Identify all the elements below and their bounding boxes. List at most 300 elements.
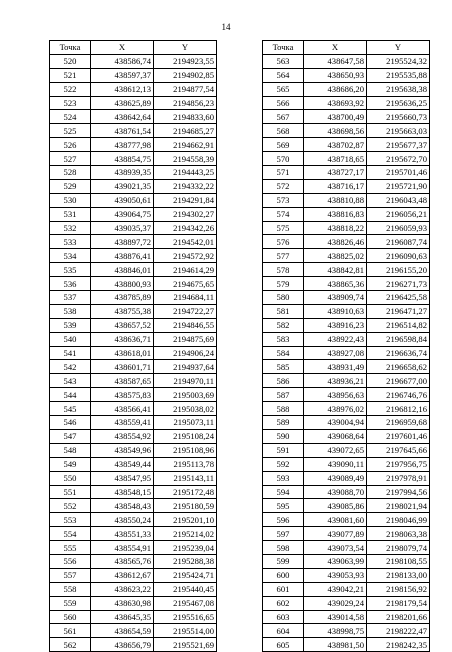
cell-x: 438818,22 xyxy=(304,221,367,235)
cell-point: 526 xyxy=(50,138,91,152)
cell-y: 2194923,55 xyxy=(154,54,217,68)
cell-y: 2197645,66 xyxy=(367,443,430,457)
cell-y: 2194675,65 xyxy=(154,277,217,291)
cell-point: 594 xyxy=(263,485,304,499)
cell-y: 2194542,01 xyxy=(154,235,217,249)
cell-x: 439021,35 xyxy=(91,179,154,193)
cell-y: 2195672,70 xyxy=(367,152,430,166)
table-row xyxy=(50,179,217,193)
cell-y: 2198222,47 xyxy=(367,624,430,638)
table-row xyxy=(50,429,217,443)
table-row xyxy=(263,110,430,124)
cell-y: 2196087,74 xyxy=(367,235,430,249)
table-row xyxy=(263,277,430,291)
cell-y: 2198108,55 xyxy=(367,554,430,568)
table-row xyxy=(50,221,217,235)
cell-x: 438686,20 xyxy=(304,82,367,96)
table-row xyxy=(263,235,430,249)
cell-y: 2194875,69 xyxy=(154,332,217,346)
table-row xyxy=(263,82,430,96)
table-row xyxy=(263,124,430,138)
table-row xyxy=(263,318,430,332)
cell-point: 601 xyxy=(263,582,304,596)
table-row xyxy=(263,388,430,402)
cell-y: 2198021,94 xyxy=(367,499,430,513)
cell-point: 541 xyxy=(50,346,91,360)
cell-y: 2194614,29 xyxy=(154,263,217,277)
cell-y: 2195514,00 xyxy=(154,624,217,638)
table-row xyxy=(50,374,217,388)
table-row xyxy=(263,304,430,318)
cell-x: 438842,81 xyxy=(304,263,367,277)
cell-y: 2198046,99 xyxy=(367,513,430,527)
cell-y: 2195003,69 xyxy=(154,388,217,402)
cell-y: 2197978,91 xyxy=(367,471,430,485)
table-row xyxy=(263,207,430,221)
cell-x: 438826,46 xyxy=(304,235,367,249)
cell-point: 600 xyxy=(263,568,304,582)
table-row xyxy=(50,235,217,249)
cell-point: 602 xyxy=(263,596,304,610)
cell-point: 542 xyxy=(50,360,91,374)
cell-x: 439081,60 xyxy=(304,513,367,527)
cell-point: 520 xyxy=(50,54,91,68)
table-row xyxy=(263,485,430,499)
table-row xyxy=(263,402,430,416)
table-header-row xyxy=(50,41,217,55)
cell-x: 438897,72 xyxy=(91,235,154,249)
cell-point: 596 xyxy=(263,513,304,527)
table-row xyxy=(50,277,217,291)
cell-y: 2196746,76 xyxy=(367,388,430,402)
cell-y: 2194684,11 xyxy=(154,291,217,305)
cell-x: 438939,35 xyxy=(91,166,154,180)
cell-x: 438565,76 xyxy=(91,554,154,568)
cell-x: 439089,49 xyxy=(304,471,367,485)
cell-point: 581 xyxy=(263,304,304,318)
cell-y: 2196514,82 xyxy=(367,318,430,332)
cell-x: 438956,63 xyxy=(304,388,367,402)
cell-point: 524 xyxy=(50,110,91,124)
cell-x: 438642,64 xyxy=(91,110,154,124)
cell-y: 2196959,68 xyxy=(367,416,430,430)
cell-point: 527 xyxy=(50,152,91,166)
cell-point: 551 xyxy=(50,485,91,499)
cell-x: 438810,88 xyxy=(304,193,367,207)
cell-y: 2195636,25 xyxy=(367,96,430,110)
cell-point: 590 xyxy=(263,429,304,443)
cell-x: 439088,70 xyxy=(304,485,367,499)
table-row xyxy=(263,221,430,235)
cell-x: 438702,87 xyxy=(304,138,367,152)
cell-point: 558 xyxy=(50,582,91,596)
cell-x: 439029,24 xyxy=(304,596,367,610)
cell-x: 438916,23 xyxy=(304,318,367,332)
cell-x: 438785,89 xyxy=(91,291,154,305)
cell-point: 597 xyxy=(263,527,304,541)
cell-x: 438656,79 xyxy=(91,638,154,652)
table-row xyxy=(50,304,217,318)
cell-point: 592 xyxy=(263,457,304,471)
cell-point: 588 xyxy=(263,402,304,416)
cell-x: 438650,93 xyxy=(304,68,367,82)
table-row xyxy=(263,471,430,485)
cell-point: 598 xyxy=(263,541,304,555)
cell-x: 438825,02 xyxy=(304,249,367,263)
cell-y: 2196043,48 xyxy=(367,193,430,207)
header-x: X xyxy=(91,41,154,55)
cell-x: 439090,11 xyxy=(304,457,367,471)
table-row xyxy=(263,54,430,68)
cell-x: 438800,93 xyxy=(91,277,154,291)
cell-x: 438927,08 xyxy=(304,346,367,360)
cell-point: 545 xyxy=(50,402,91,416)
cell-point: 585 xyxy=(263,360,304,374)
cell-x: 438623,22 xyxy=(91,582,154,596)
cell-point: 572 xyxy=(263,179,304,193)
table-row xyxy=(263,541,430,555)
cell-y: 2196658,62 xyxy=(367,360,430,374)
cell-point: 548 xyxy=(50,443,91,457)
table-row xyxy=(50,513,217,527)
table-row xyxy=(263,624,430,638)
cell-y: 2194302,27 xyxy=(154,207,217,221)
cell-y: 2194902,85 xyxy=(154,68,217,82)
table-row xyxy=(263,374,430,388)
table-row xyxy=(50,82,217,96)
cell-point: 539 xyxy=(50,318,91,332)
cell-x: 438636,71 xyxy=(91,332,154,346)
cell-x: 438981,50 xyxy=(304,638,367,652)
table-row xyxy=(50,346,217,360)
cell-y: 2196155,20 xyxy=(367,263,430,277)
page-number: 14 xyxy=(221,22,231,32)
cell-x: 438587,65 xyxy=(91,374,154,388)
table-row xyxy=(50,291,217,305)
table-row xyxy=(50,318,217,332)
cell-y: 2194856,23 xyxy=(154,96,217,110)
table-row xyxy=(50,582,217,596)
cell-y: 2195721,90 xyxy=(367,179,430,193)
table-row xyxy=(50,624,217,638)
cell-point: 556 xyxy=(50,554,91,568)
coordinates-table-right xyxy=(262,40,430,652)
cell-x: 438700,49 xyxy=(304,110,367,124)
cell-y: 2195180,59 xyxy=(154,499,217,513)
cell-point: 573 xyxy=(263,193,304,207)
table-row xyxy=(263,346,430,360)
cell-point: 568 xyxy=(263,124,304,138)
cell-y: 2195424,71 xyxy=(154,568,217,582)
cell-point: 559 xyxy=(50,596,91,610)
cell-y: 2194291,84 xyxy=(154,193,217,207)
cell-x: 439068,64 xyxy=(304,429,367,443)
cell-y: 2194970,11 xyxy=(154,374,217,388)
cell-point: 584 xyxy=(263,346,304,360)
table-row xyxy=(50,96,217,110)
table-row xyxy=(50,402,217,416)
cell-x: 438645,35 xyxy=(91,610,154,624)
cell-point: 578 xyxy=(263,263,304,277)
cell-point: 605 xyxy=(263,638,304,652)
cell-point: 553 xyxy=(50,513,91,527)
cell-point: 570 xyxy=(263,152,304,166)
cell-x: 438548,43 xyxy=(91,499,154,513)
table-row xyxy=(263,582,430,596)
table-row xyxy=(50,416,217,430)
cell-x: 438586,74 xyxy=(91,54,154,68)
cell-y: 2194722,27 xyxy=(154,304,217,318)
cell-point: 544 xyxy=(50,388,91,402)
cell-y: 2195143,11 xyxy=(154,471,217,485)
table-row xyxy=(263,596,430,610)
cell-y: 2194662,91 xyxy=(154,138,217,152)
header-point: Точка xyxy=(50,41,91,55)
table-row xyxy=(263,263,430,277)
cell-y: 2195535,88 xyxy=(367,68,430,82)
cell-y: 2195038,02 xyxy=(154,402,217,416)
cell-y: 2194685,27 xyxy=(154,124,217,138)
cell-y: 2194332,22 xyxy=(154,179,217,193)
cell-x: 439035,37 xyxy=(91,221,154,235)
cell-point: 543 xyxy=(50,374,91,388)
cell-y: 2195201,10 xyxy=(154,513,217,527)
cell-point: 599 xyxy=(263,554,304,568)
cell-y: 2197956,75 xyxy=(367,457,430,471)
table-row xyxy=(50,54,217,68)
table-row xyxy=(50,541,217,555)
cell-y: 2196598,84 xyxy=(367,332,430,346)
cell-point: 536 xyxy=(50,277,91,291)
cell-point: 547 xyxy=(50,429,91,443)
cell-y: 2197601,46 xyxy=(367,429,430,443)
table-row xyxy=(263,610,430,624)
header-y: Y xyxy=(367,41,430,55)
cell-point: 575 xyxy=(263,221,304,235)
cell-point: 593 xyxy=(263,471,304,485)
cell-point: 591 xyxy=(263,443,304,457)
cell-y: 2194443,25 xyxy=(154,166,217,180)
cell-x: 438549,44 xyxy=(91,457,154,471)
cell-y: 2194572,92 xyxy=(154,249,217,263)
cell-y: 2195073,11 xyxy=(154,416,217,430)
cell-x: 439063,99 xyxy=(304,554,367,568)
cell-y: 2195677,37 xyxy=(367,138,430,152)
cell-y: 2197994,56 xyxy=(367,485,430,499)
cell-x: 438846,01 xyxy=(91,263,154,277)
table-row xyxy=(50,610,217,624)
cell-point: 571 xyxy=(263,166,304,180)
cell-point: 603 xyxy=(263,610,304,624)
cell-y: 2195701,46 xyxy=(367,166,430,180)
cell-y: 2198201,66 xyxy=(367,610,430,624)
cell-x: 438657,52 xyxy=(91,318,154,332)
cell-y: 2198242,35 xyxy=(367,638,430,652)
cell-y: 2194937,64 xyxy=(154,360,217,374)
table-row xyxy=(263,457,430,471)
cell-y: 2198156,92 xyxy=(367,582,430,596)
table-row xyxy=(263,96,430,110)
cell-point: 576 xyxy=(263,235,304,249)
cell-x: 438612,13 xyxy=(91,82,154,96)
cell-point: 586 xyxy=(263,374,304,388)
cell-y: 2195663,03 xyxy=(367,124,430,138)
cell-x: 438597,37 xyxy=(91,68,154,82)
table-row xyxy=(50,124,217,138)
table-row xyxy=(50,596,217,610)
cell-y: 2195521,69 xyxy=(154,638,217,652)
table-row xyxy=(263,193,430,207)
cell-x: 438601,71 xyxy=(91,360,154,374)
cell-y: 2194342,26 xyxy=(154,221,217,235)
table-row xyxy=(50,554,217,568)
cell-point: 583 xyxy=(263,332,304,346)
cell-point: 530 xyxy=(50,193,91,207)
cell-y: 2194558,39 xyxy=(154,152,217,166)
cell-x: 438548,15 xyxy=(91,485,154,499)
cell-x: 438550,24 xyxy=(91,513,154,527)
header-y: Y xyxy=(154,41,217,55)
cell-x: 439014,58 xyxy=(304,610,367,624)
cell-point: 567 xyxy=(263,110,304,124)
cell-y: 2196471,27 xyxy=(367,304,430,318)
cell-y: 2196812,16 xyxy=(367,402,430,416)
cell-x: 438693,92 xyxy=(304,96,367,110)
cell-y: 2195524,32 xyxy=(367,54,430,68)
coordinates-table-left xyxy=(49,40,217,652)
cell-y: 2195467,08 xyxy=(154,596,217,610)
cell-y: 2195172,48 xyxy=(154,485,217,499)
cell-x: 438865,36 xyxy=(304,277,367,291)
cell-y: 2194833,60 xyxy=(154,110,217,124)
cell-y: 2194906,24 xyxy=(154,346,217,360)
cell-x: 438554,91 xyxy=(91,541,154,555)
table-row xyxy=(50,485,217,499)
cell-x: 438931,49 xyxy=(304,360,367,374)
cell-point: 582 xyxy=(263,318,304,332)
cell-y: 2194846,55 xyxy=(154,318,217,332)
cell-y: 2195108,24 xyxy=(154,429,217,443)
cell-point: 565 xyxy=(263,82,304,96)
cell-x: 438976,02 xyxy=(304,402,367,416)
cell-point: 566 xyxy=(263,96,304,110)
table-row xyxy=(263,513,430,527)
table-row xyxy=(50,166,217,180)
cell-x: 439050,61 xyxy=(91,193,154,207)
cell-point: 549 xyxy=(50,457,91,471)
cell-x: 438718,65 xyxy=(304,152,367,166)
cell-y: 2196059,93 xyxy=(367,221,430,235)
cell-y: 2196636,74 xyxy=(367,346,430,360)
cell-point: 534 xyxy=(50,249,91,263)
table-row xyxy=(263,360,430,374)
cell-point: 537 xyxy=(50,291,91,305)
cell-x: 438998,75 xyxy=(304,624,367,638)
table-row xyxy=(50,263,217,277)
cell-y: 2196271,73 xyxy=(367,277,430,291)
cell-point: 579 xyxy=(263,277,304,291)
cell-point: 589 xyxy=(263,416,304,430)
cell-point: 533 xyxy=(50,235,91,249)
cell-x: 438909,74 xyxy=(304,291,367,305)
cell-y: 2195108,96 xyxy=(154,443,217,457)
table-row xyxy=(263,443,430,457)
table-row xyxy=(263,152,430,166)
cell-x: 438559,41 xyxy=(91,416,154,430)
cell-point: 535 xyxy=(50,263,91,277)
cell-point: 540 xyxy=(50,332,91,346)
header-point: Точка xyxy=(263,41,304,55)
header-x: X xyxy=(304,41,367,55)
cell-x: 438618,01 xyxy=(91,346,154,360)
cell-point: 550 xyxy=(50,471,91,485)
cell-y: 2196056,21 xyxy=(367,207,430,221)
table-header-row xyxy=(263,41,430,55)
cell-x: 438630,98 xyxy=(91,596,154,610)
table-row xyxy=(263,429,430,443)
table-row xyxy=(50,457,217,471)
cell-point: 538 xyxy=(50,304,91,318)
cell-point: 532 xyxy=(50,221,91,235)
table-row xyxy=(50,568,217,582)
table-row xyxy=(50,443,217,457)
cell-x: 438716,17 xyxy=(304,179,367,193)
cell-point: 546 xyxy=(50,416,91,430)
cell-x: 438698,56 xyxy=(304,124,367,138)
cell-x: 438612,67 xyxy=(91,568,154,582)
cell-y: 2195113,78 xyxy=(154,457,217,471)
cell-x: 438547,95 xyxy=(91,471,154,485)
cell-point: 528 xyxy=(50,166,91,180)
cell-y: 2195239,04 xyxy=(154,541,217,555)
cell-x: 438761,54 xyxy=(91,124,154,138)
cell-point: 554 xyxy=(50,527,91,541)
cell-x: 438625,89 xyxy=(91,96,154,110)
cell-x: 438922,43 xyxy=(304,332,367,346)
cell-y: 2195638,38 xyxy=(367,82,430,96)
table-row xyxy=(50,68,217,82)
table-row xyxy=(263,179,430,193)
cell-point: 531 xyxy=(50,207,91,221)
table-row xyxy=(263,527,430,541)
cell-point: 552 xyxy=(50,499,91,513)
cell-x: 439073,54 xyxy=(304,541,367,555)
cell-x: 438554,92 xyxy=(91,429,154,443)
table-row xyxy=(50,499,217,513)
table-row xyxy=(50,388,217,402)
cell-y: 2198179,54 xyxy=(367,596,430,610)
table-row xyxy=(263,554,430,568)
cell-point: 560 xyxy=(50,610,91,624)
cell-point: 555 xyxy=(50,541,91,555)
table-row xyxy=(50,110,217,124)
cell-x: 438647,58 xyxy=(304,54,367,68)
table-row xyxy=(50,332,217,346)
cell-point: 521 xyxy=(50,68,91,82)
cell-y: 2195214,02 xyxy=(154,527,217,541)
table-row xyxy=(263,249,430,263)
cell-y: 2198063,38 xyxy=(367,527,430,541)
cell-y: 2195660,73 xyxy=(367,110,430,124)
table-row xyxy=(263,68,430,82)
cell-x: 439072,65 xyxy=(304,443,367,457)
cell-x: 438816,83 xyxy=(304,207,367,221)
table-row xyxy=(50,360,217,374)
cell-y: 2195516,65 xyxy=(154,610,217,624)
cell-x: 438575,83 xyxy=(91,388,154,402)
table-row xyxy=(263,291,430,305)
cell-x: 438876,41 xyxy=(91,249,154,263)
